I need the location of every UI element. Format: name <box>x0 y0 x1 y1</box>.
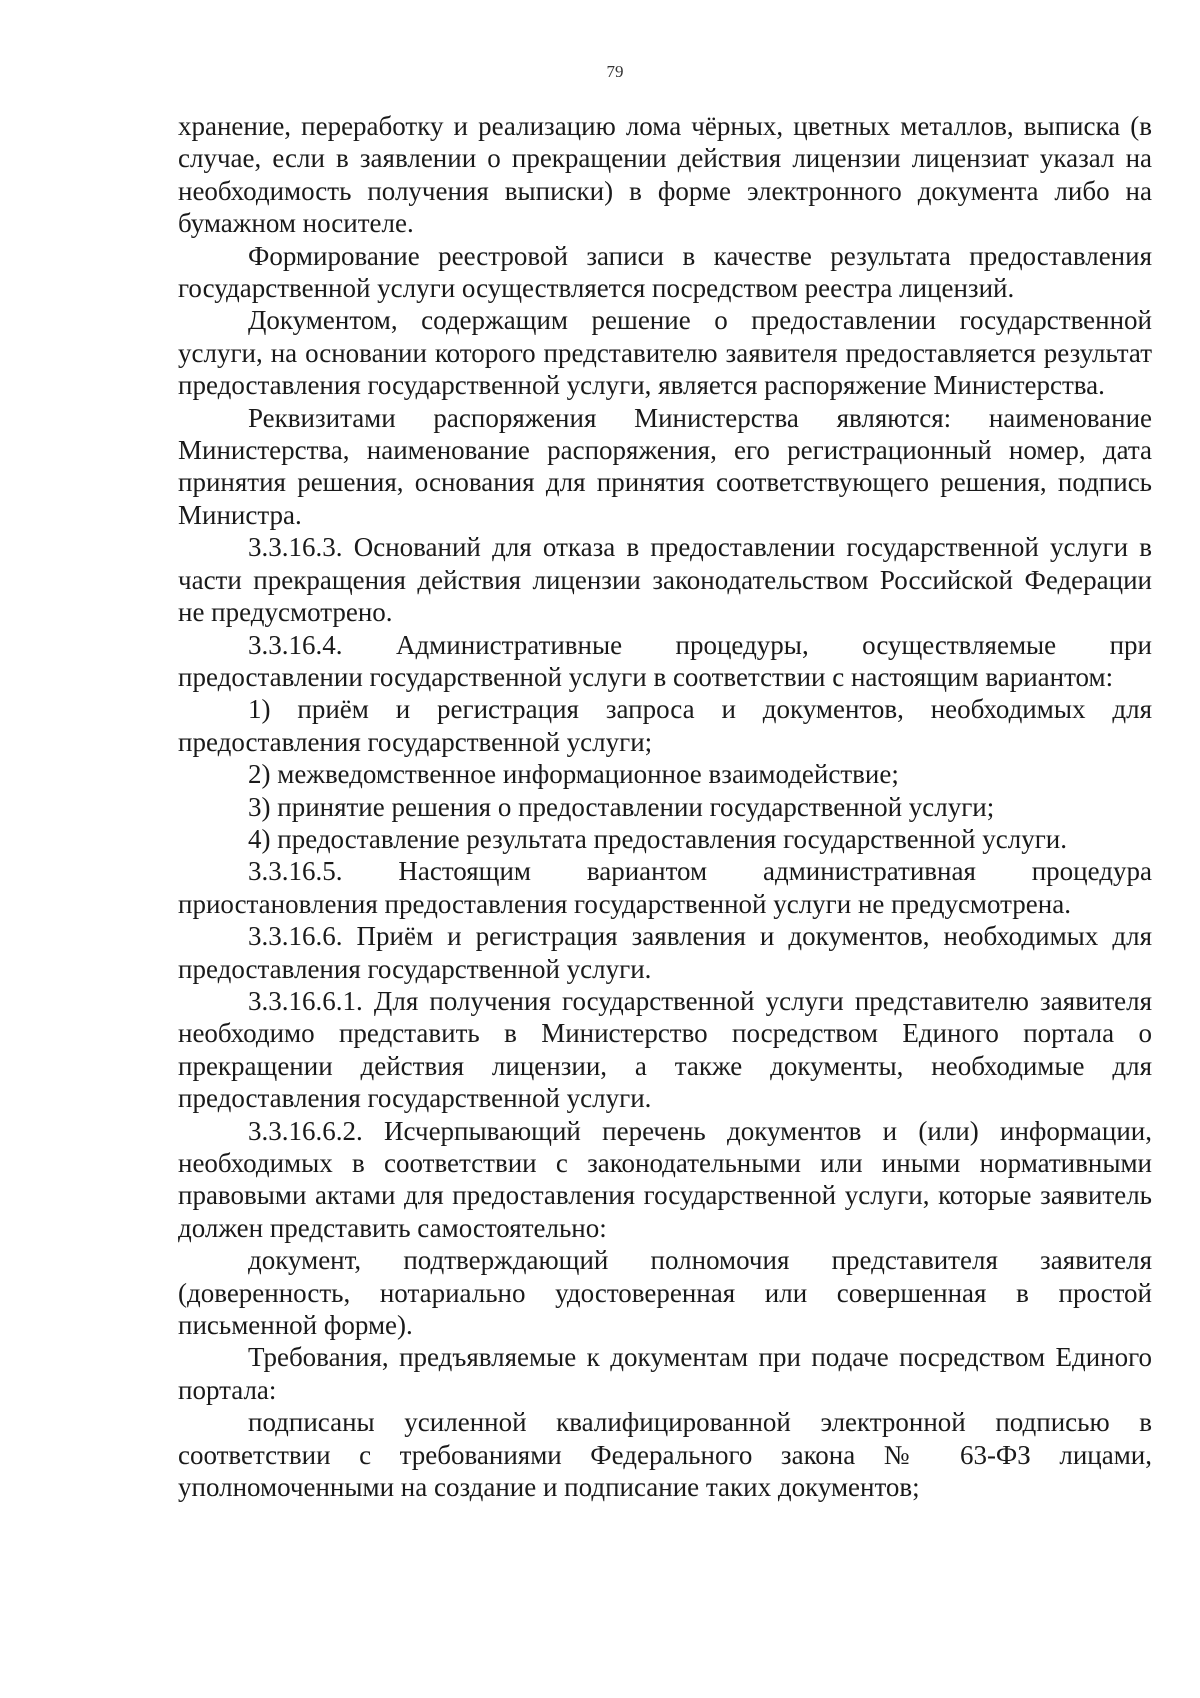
list-item-3: 3) принятие решения о предоставлении государственной услуги; <box>248 791 995 822</box>
paragraph-3-3-16-6-2: 3.3.16.6.2. Исчерпывающий перечень документов и (или) информации, необходимых в соответствии с законодательными или иными нормативными правовыми актами для предоставления государственной услуги, которые заявитель должен представить самостоятельно: <box>178 1115 1152 1243</box>
page-number: 79 <box>606 62 624 81</box>
list-item-1: 1) приём и регистрация запроса и документов, необходимых для предоставления государственной услуги; <box>178 694 1152 757</box>
paragraph-3-3-16-6: 3.3.16.6. Приём и регистрация заявления и документов, необходимых для предоставления государственной услуги. <box>178 921 1152 984</box>
paragraph-decision-document: Документом, содержащим решение о предоставлении государственной услуги, на основании которого представителю заявителя предоставляется результат предоставления государственной услуги, является распоряжение Министерства. <box>178 305 1152 401</box>
paragraph-3-3-16-4: 3.3.16.4. Административные процедуры, осуществляемые при предоставлении государственной услуги в соответствии с настоящим вариантом: <box>178 629 1152 692</box>
paragraph-3-3-16-5: 3.3.16.5. Настоящим вариантом административная процедура приостановления предоставления государственной услуги не предусмотрена. <box>178 856 1152 919</box>
paragraph-requirements: Требования, предъявляемые к документам при подаче посредством Единого портала: <box>178 1342 1152 1405</box>
paragraph-authority-document: документ, подтверждающий полномочия представителя заявителя (доверенность, нотариально удостоверенная или совершенная в простой письменной форме). <box>178 1245 1152 1341</box>
paragraph-order-details: Реквизитами распоряжения Министерства являются: наименование Министерства, наименование распоряжения, его регистрационный номер, дата принятия решения, основания для принятия соответствующего решения, подпись Министра. <box>178 402 1152 530</box>
list-item-4: 4) предоставление результата предоставления государственной услуги. <box>248 823 1067 854</box>
paragraph-signature-requirement: подписаны усиленной квалифицированной электронной подписью в соответствии с требованиями Федерального закона № 63-ФЗ лицами, уполномоченными на создание и подписание таких документов; <box>178 1407 1152 1503</box>
document-body <box>178 110 1152 1503</box>
paragraph-3-3-16-6-1: 3.3.16.6.1. Для получения государственной услуги представителю заявителя необходимо представить в Министерство посредством Единого портала о прекращении действия лицензии, а также документы, необходимые для предоставления государственной услуги. <box>178 985 1152 1114</box>
paragraph-continuation: хранение, переработку и реализацию лома чёрных, цветных металлов, выписка (в случае, если в заявлении о прекращении действия лицензии лицензиат указал на необходимость получения выписки) в форме электронного документа либо на бумажном носителе. <box>178 111 1152 239</box>
list-item-2: 2) межведомственное информационное взаимодействие; <box>248 759 899 790</box>
paragraph-3-3-16-3: 3.3.16.3. Оснований для отказа в предоставлении государственной услуги в части прекращения действия лицензии законодательством Российской Федерации не предусмотрено. <box>178 532 1152 628</box>
paragraph-registry-record: Формирование реестровой записи в качестве результата предоставления государственной услуги осуществляется посредством реестра лицензий. <box>178 240 1152 304</box>
